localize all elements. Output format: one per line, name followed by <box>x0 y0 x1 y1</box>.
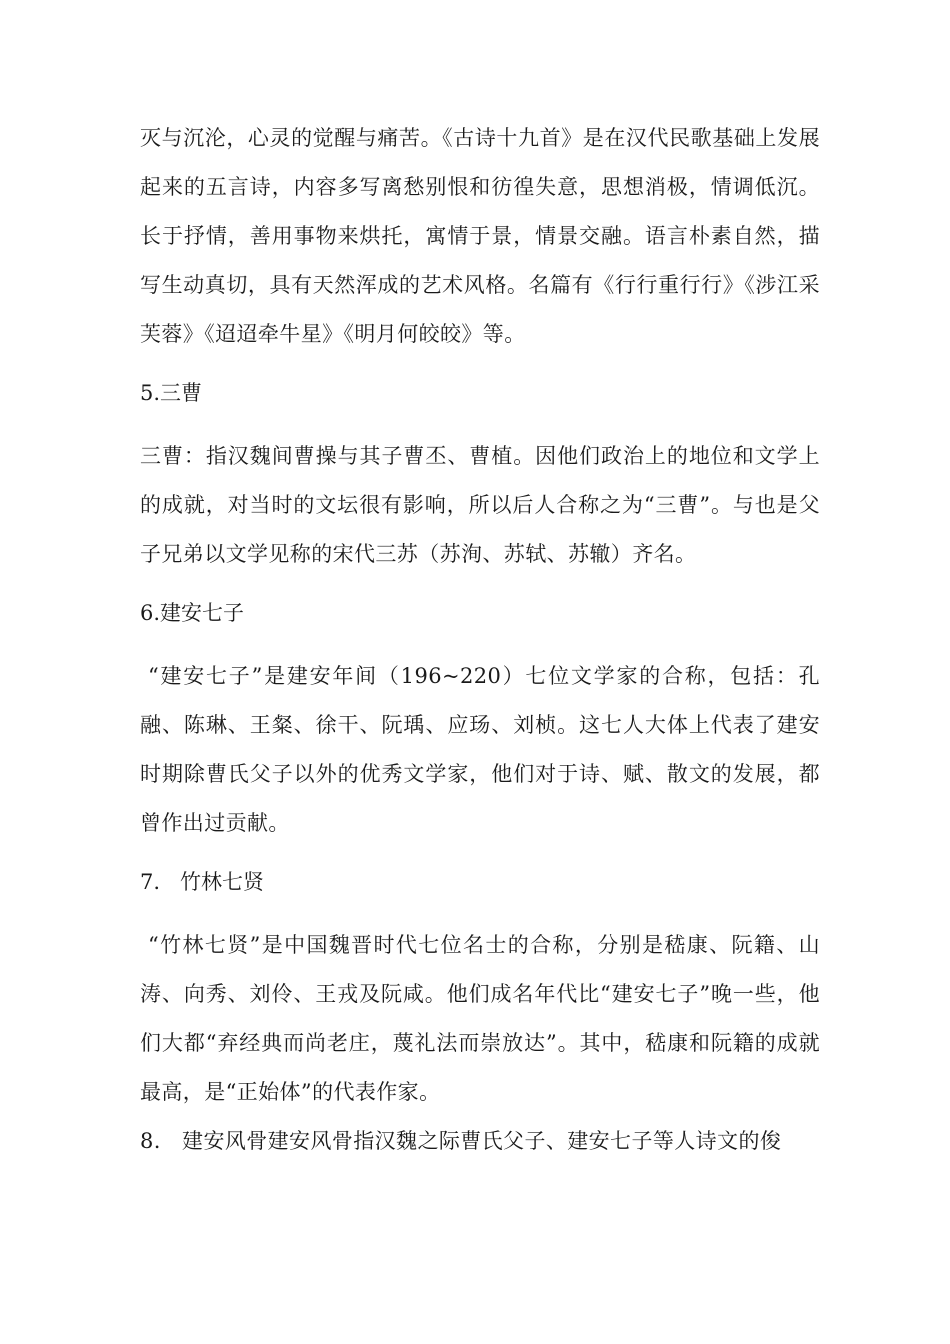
paragraph-san-cao: 三曹：指汉魏间曹操与其子曹丕、曹植。因他们政治上的地位和文学上的成就，对当时的文坛很有影响，所以后人合称之为“三曹”。与也是父子兄弟以文学见称的宋代三苏（苏洵、苏轼、苏辙）齐名。 <box>140 444 820 566</box>
paragraph-jianan-qizi: “建安七子”是建安年间（196~220）七位文学家的合称，包括：孔融、陈琳、王粲、徐干、阮瑀、应玚、刘桢。这七人大体上代表了建安时期除曹氏父子以外的优秀文学家，他们对于诗、赋、散文的发展，都曾作出过贡献。 <box>140 664 820 835</box>
paragraph-jianan-fenggu: 8. 建安风骨建安风骨指汉魏之际曹氏父子、建安七子等人诗文的俊 <box>140 1129 782 1153</box>
section-heading-jianan-qizi: 6.建安七子 <box>140 601 245 625</box>
section-heading-san-cao: 5.三曹 <box>140 381 203 405</box>
document-page <box>140 114 820 1166</box>
paragraph-zhulin-qixian: “竹林七贤”是中国魏晋时代七位名士的合称，分别是嵇康、阮籍、山涛、向秀、刘伶、王戎及阮咸。他们成名年代比“建安七子”晚一些，他们大都“弃经典而尚老庄，蔑礼法而崇放达”。其中，嵇康和阮籍的成就最高，是“正始体”的代表作家。 <box>140 933 820 1104</box>
section-heading-zhulin-qixian: 7. 竹林七贤 <box>140 870 265 894</box>
paragraph-gushi-shijiu-shou: 灭与沉沦，心灵的觉醒与痛苦。《古诗十九首》是在汉代民歌基础上发展起来的五言诗，内容多写离愁别恨和彷徨失意，思想消极，情调低沉。长于抒情，善用事物来烘托，寓情于景，情景交融。语言朴素自然，描写生动真切，具有天然浑成的艺术风格。名篇有《行行重行行》《涉江采芙蓉》《迢迢牵牛星》《明月何皎皎》等。 <box>140 126 820 346</box>
